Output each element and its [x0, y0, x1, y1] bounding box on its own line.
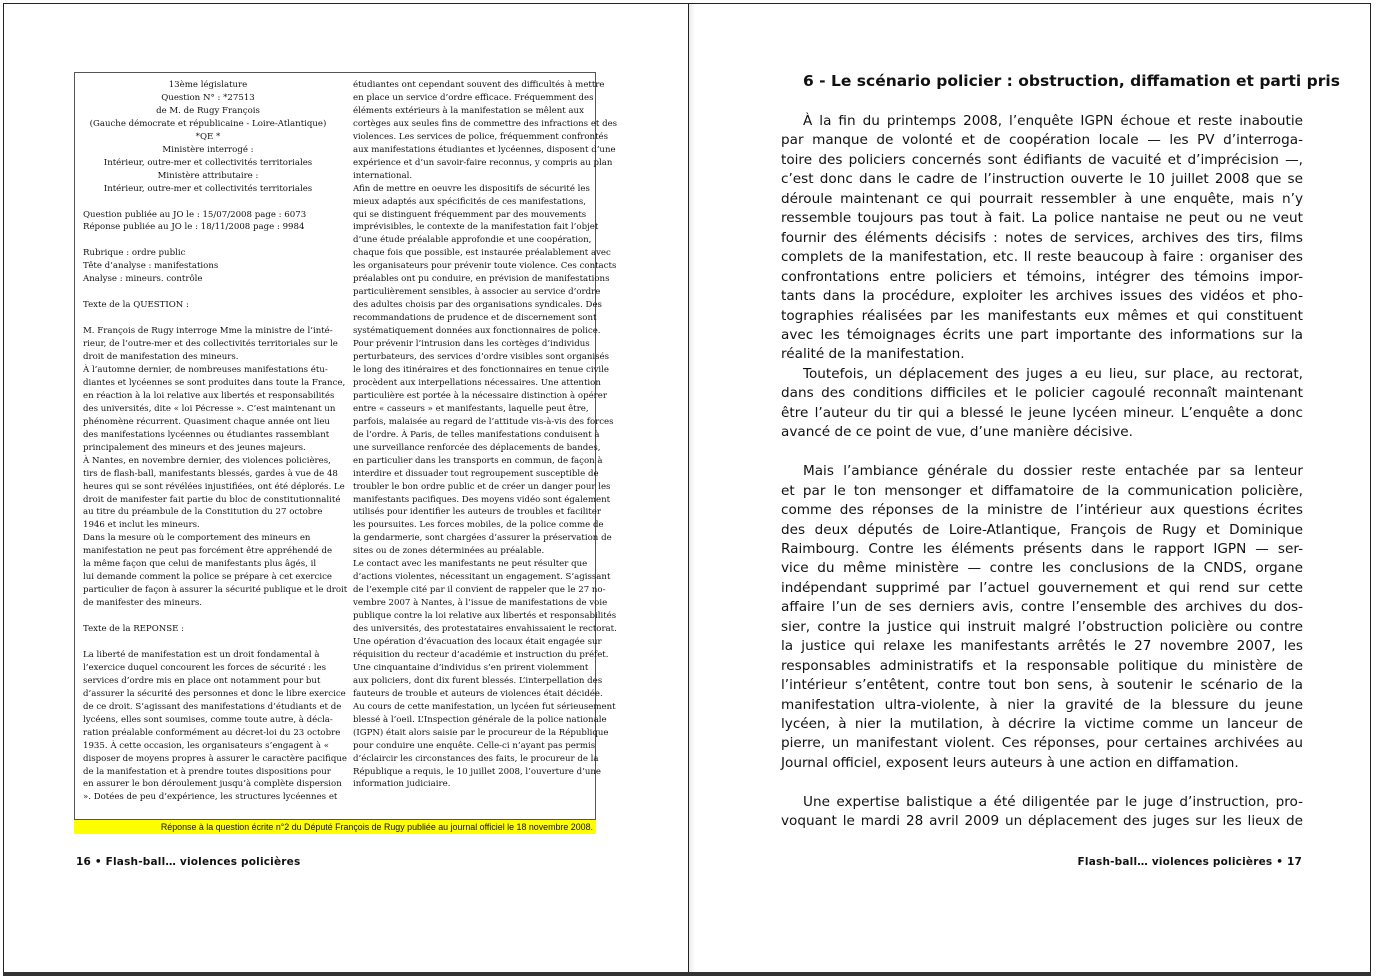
body-line: Raimbourg. Contre les éléments présents dans le rapport IGPN — ser-	[781, 540, 1303, 557]
body-paragraph	[781, 793, 1303, 832]
facsimile-line: fauteurs de trouble et auteurs de violences était décidée.	[353, 688, 603, 699]
body-paragraph	[781, 462, 1303, 773]
facsimile-line: lui demande comment la police se prépare à cet exercice	[83, 572, 332, 583]
facsimile-line: les organisateurs pour prévenir toute violence. Ces contacts	[353, 261, 617, 272]
facsimile-left-column	[83, 79, 348, 804]
facsimile-right-column	[353, 79, 618, 791]
facsimile-line: en réaction à la loi relative aux libertés et responsabilités	[83, 390, 335, 401]
facsimile-line: blessé à l’oeil. L’Inspection générale de la police nationale	[353, 714, 607, 725]
body-line: Toutefois, un déplacement des juges a eu lieu, sur place, au rectorat,	[803, 365, 1303, 382]
facsimile-line: la gendarmerie, sont chargées d’assurer la préservation de	[353, 533, 612, 544]
paragraph-gap	[781, 773, 1303, 792]
facsimile-line: une surveillance renforcée des déplacements de bandes,	[353, 442, 601, 453]
facsimile-line: M. François de Rugy interroge Mme la ministre de l’inté-	[83, 326, 333, 337]
facsimile-line: préalables ont pu conduire, en prévision de manifestations	[353, 274, 610, 285]
body-line: pierre, un manifestant violent. Ces réponses, pour certaines archivées au	[781, 735, 1303, 752]
facsimile-line: des universités, dite « loi Pécresse ». C’est maintenant un	[83, 403, 336, 414]
facsimile-line: lycéens, elles sont soumises, comme toute autre, à décla-	[83, 714, 333, 725]
body-line: et par le ton mensonger et diffamatoire de la communication policière,	[781, 482, 1303, 499]
facsimile-line: réquisition du recteur d’académie et instruction du préfet.	[353, 649, 609, 660]
body-line: responsables administratifs et la responsable politique du ministère de	[781, 657, 1303, 674]
facsimile-line: particulière est portée à la nécessaire distinction à opérer	[353, 390, 607, 401]
facsimile-line: heures qui se sont révélées injustifiées, ont été déplorés. Le	[83, 481, 345, 492]
body-line: manifestation ultra-violente, à nier la gravité de la blessure du jeune	[781, 696, 1303, 713]
facsimile-line: Pour prévenir l’intrusion dans les cortèges d’individus	[353, 339, 590, 350]
facsimile-line: Intérieur, outre-mer et collectivités territoriales	[103, 157, 313, 168]
body-line: tographies réalisées par les manifestants eux mêmes et qui constituent	[781, 307, 1303, 324]
facsimile-line: pour conduire une enquête. Celle-ci n’ayant pas permis	[353, 740, 596, 751]
facsimile-line: Tête d’analyse : manifestations	[83, 261, 219, 272]
body-line: sier, contre la justice qui instruit malgré l’obstruction policière ou contre	[781, 618, 1303, 635]
facsimile-line: imprévisibles, le contexte de la manifestation fait l’objet	[353, 222, 599, 233]
facsimile-line: Rubrique : ordre public	[83, 248, 186, 259]
facsimile-line: la même façon que celui de manifestants plus âgés, il	[83, 559, 317, 570]
facsimile-line: de ce droit. S’agissant des manifestations d’étudiants et de	[83, 701, 342, 712]
facsimile-line: Une cinquantaine d’individus s’en prirent violemment	[353, 662, 589, 673]
facsimile-line: parfois, malaisée au regard de l’attitude vis-à-vis des forces	[353, 416, 614, 427]
paragraph-gap	[781, 443, 1303, 462]
body-line: réalité de la manifestation.	[781, 346, 965, 363]
facsimile-line: Dans la mesure où le comportement des mineurs en	[83, 533, 311, 544]
facsimile-line: des manifestations lycéennes ou étudiantes rassemblant	[83, 429, 330, 440]
body-line: dans des conditions difficiles et le policier cagoulé reconnaît maintenant	[781, 385, 1303, 402]
body-line: vice du même ministère — contre les conclusions de la CNDS, organe	[781, 560, 1303, 577]
body-line: complets de la manifestation, etc. Il reste beaucoup à faire : organiser des	[781, 249, 1303, 266]
facsimile-line: particulièrement sensibles, à associer au service d’ordre	[353, 287, 601, 298]
facsimile-line: Une opération d’évacuation des locaux était engagée sur	[353, 636, 602, 647]
facsimile-line: au titre du préambule de la Constitution du 27 octobre	[83, 507, 323, 518]
facsimile-line: de la manifestation et à prendre toutes dispositions pour	[83, 766, 331, 777]
facsimile-line: principalement des mineurs et des jeunes majeurs.	[83, 442, 306, 453]
body-line: l’intérieur s’entêtent, contre tout bon sens, à soutenir le scénario de la	[781, 677, 1303, 694]
facsimile-line: les poursuites. Les forces mobiles, de la police comme de	[353, 520, 604, 531]
facsimile-line: aux policiers, dont dix furent blessés. L’interpellation des	[353, 675, 603, 686]
facsimile-line: phénomène récurrent. Quasiment chaque année ont lieu	[83, 416, 330, 427]
facsimile-line: La liberté de manifestation est un droit fondamental à	[83, 649, 320, 660]
body-line: À la fin du printemps 2008, l’enquête IGPN échoue et reste inaboutie	[803, 113, 1303, 129]
facsimile-line: *QE *	[195, 131, 221, 142]
facsimile-line: tirs de flash-ball, manifestants blessés, gardes à vue de 48	[83, 468, 338, 479]
body-line: fournir des éléments décisifs : notes de services, archives des tirs, films	[781, 229, 1303, 246]
facsimile-line: Question N° : *27513	[161, 92, 255, 103]
facsimile-line: République a requis, le 10 juillet 2008, l’ouverture d’une	[353, 766, 601, 777]
facsimile-line: ration préalable conformément au décret-loi du 23 octobre	[83, 727, 341, 738]
body-paragraph	[781, 112, 1303, 365]
facsimile-line: droit de manifester fait partie du bloc de constitutionnalité	[83, 494, 341, 505]
body-line: comme des réponses de la ministre de l’intérieur aux questions écrites	[781, 502, 1303, 519]
facsimile-line: éléments extérieurs à la manifestation se mêlent aux	[353, 105, 584, 116]
facsimile-line: des adultes choisis par des organisations syndicales. Des	[353, 300, 602, 311]
facsimile-line: (Gauche démocrate et républicaine - Loire-Atlantique)	[89, 118, 327, 129]
body-line: déroule maintenant ce qui pourrait ressembler à une enquête, mais n’y	[781, 190, 1303, 207]
facsimile-line: interdire et dissuader tout regroupement susceptible de	[353, 468, 599, 479]
page-bottom-edge	[3, 972, 1371, 976]
body-line: avancé de ce point de vue, d’une manière décisive.	[781, 424, 1133, 441]
facsimile-line: perturbateurs, des services d’ordre visibles sont organisés	[353, 352, 610, 363]
facsimile-line	[83, 610, 333, 623]
gutter-shadow	[689, 3, 695, 973]
body-line: la justice qui relaxe les manifestants arrêtés le 27 novembre 2007, les	[781, 638, 1303, 655]
body-line: des deux députés de Loire-Atlantique, François de Rugy et Dominique	[781, 521, 1303, 538]
facsimile-line: d’éclaircir les circonstances des faits, le procureur de la	[353, 753, 599, 764]
facsimile-line: droit de manifestation des mineurs.	[83, 352, 239, 363]
facsimile-line: en assurer le bon déroulement jusqu’à complète dispersion	[83, 779, 342, 790]
facsimile-line: chaque fois que possible, est instaurée préalablement avec	[353, 248, 611, 259]
facsimile-line: d’une étude préalable approfondie et une coopération,	[353, 235, 592, 246]
facsimile-line: de M. de Rugy François	[156, 105, 260, 116]
facsimile-line: d’actions violentes, nécessitant un engagement. S’agissant	[353, 572, 611, 583]
body-line: avec les témoignages écrits une part importante des informations sur la	[781, 326, 1303, 343]
chapter-title: 6 - Le scénario policier : obstruction, diffamation et parti pris	[803, 72, 1340, 90]
facsimile-line: Intérieur, outre-mer et collectivités territoriales	[103, 183, 313, 194]
facsimile-line: publique contre la loi relative aux libertés et responsabilités	[353, 611, 617, 622]
body-line: ressemble toujours pas tout à fait. La police nantaise ne peut ou ne veut	[781, 210, 1303, 227]
facsimile-line: Afin de mettre en oeuvre les dispositifs de sécurité les	[353, 183, 590, 194]
body-line: par manque de volonté et de coopération locale — les PV d’interroga-	[781, 132, 1303, 149]
facsimile-line: sites ou de zones déterminées au préalable.	[353, 546, 545, 557]
facsimile-line: rieur, de l’outre-mer et des collectivités territoriales sur le	[83, 339, 338, 350]
facsimile-line: international.	[353, 170, 413, 181]
facsimile-line: information judiciaire.	[353, 779, 451, 790]
body-line: confrontations entre policiers et témoins, intégrer des témoins impor-	[781, 268, 1303, 285]
facsimile-line: 1935. À cette occasion, les organisateurs s’engagent à «	[83, 740, 329, 751]
facsimile-line: disposer de moyens propres à assurer le caractère pacifique	[83, 753, 347, 764]
facsimile-line: Texte de la QUESTION :	[83, 300, 189, 311]
body-line: voquant le mardi 28 avril 2009 un déplacement des juges sur les lieux de	[781, 813, 1303, 830]
facsimile-line: violences. Les services de police, fréquemment confrontés	[353, 131, 609, 142]
facsimile-line: cortèges aux seules fins de commettre des infractions et des	[353, 118, 618, 129]
facsimile-line: de l’ordre. À Paris, de telles manifestations conduisent à	[353, 429, 600, 440]
body-line: toire des policiers concernés sont édifiants de vacuité et d’imprécision —,	[781, 151, 1303, 168]
facsimile-line: ». Dotées de peu d’expérience, les structures lycéennes et	[83, 792, 338, 803]
facsimile-line: vembre 2007 à Nantes, à l’issue de manifestations de voie	[353, 598, 608, 609]
facsimile-line: étudiantes ont cependant souvent des difficultés à mettre	[353, 80, 605, 90]
facsimile-line: diantes et lycéennes se sont produites dans toute la France,	[83, 377, 346, 388]
body-line: affaire l’un de ses derniers avis, contre l’ensemble des archives du dos-	[781, 599, 1303, 616]
facsimile-line: À l’automne dernier, de nombreuses manifestations étu-	[83, 364, 328, 375]
facsimile-line: de l’exemple cité par il convient de rappeler que le 27 no-	[353, 585, 606, 596]
facsimile-line: des universités, des protestataires envahissaient le rectorat.	[353, 624, 617, 635]
body-line: c’est donc dans le cadre de l’instruction ouverte le 10 juillet 2008 que se	[781, 171, 1303, 188]
body-line: Une expertise balistique a été diligentée par le juge d’instruction, pro-	[803, 793, 1303, 810]
facsimile-line: recommandations de prudence et de discernement sont	[353, 313, 597, 324]
facsimile-caption: Réponse à la question écrite n°2 du Député François de Rugy publiée au journal officiel le 18 novembre 2008.	[74, 820, 596, 834]
facsimile-line: (IGPN) était alors saisie par le procureur de la République	[353, 727, 609, 738]
facsimile-line: de manifester des mineurs.	[83, 598, 202, 609]
facsimile-line: l’exercice duquel concourent les forces de sécurité : les	[83, 662, 327, 673]
facsimile-line: utilisés pour identifier les auteurs de troubles et faciliter	[353, 507, 601, 518]
facsimile-line: manifestants pacifiques. Des moyens vidéo sont également	[353, 494, 611, 505]
facsimile-line: entre « casseurs » et manifestants, laquelle peut être,	[353, 403, 589, 414]
facsimile-line: Texte de la REPONSE :	[83, 624, 185, 635]
folio-left: 16 • Flash-ball… violences policières	[76, 856, 301, 868]
facsimile-line: Le contact avec les manifestants ne peut résulter que	[353, 559, 588, 570]
body-line: indépendant supprimé par l’actuel gouvernement et qui rend sur cette	[781, 579, 1303, 596]
body-line: Mais l’ambiance générale du dossier reste entachée par sa lenteur	[803, 463, 1303, 480]
facsimile-line: particulier de façon à assurer la sécurité publique et le droit	[83, 585, 348, 596]
facsimile-line: 13ème législature	[168, 80, 248, 90]
facsimile-line	[83, 286, 333, 299]
facsimile-line: Analyse : mineurs. contrôle	[83, 274, 203, 285]
facsimile-line	[83, 636, 333, 649]
facsimile-line: manifestation ne peut pas forcément être appréhendé de	[83, 546, 333, 557]
facsimile-line: 1946 et inclut les mineurs.	[83, 520, 200, 531]
facsimile-line: d’assurer la sécurité des personnes et donc le libre exercice	[83, 688, 346, 699]
body-line: lycéen, à nier la mutilation, à décrire la victime comme un lanceur de	[781, 716, 1303, 733]
facsimile-line: en place un service d’ordre efficace. Fréquemment des	[353, 92, 594, 103]
facsimile-line: Au cours de cette manifestation, un lycéen fut sérieusement	[353, 701, 616, 712]
facsimile-line: Question publiée au JO le : 15/07/2008 page : 6073	[83, 209, 307, 220]
facsimile-line: services d’ordre mis en place ont notamment pour but	[83, 675, 321, 686]
chapter-body	[781, 112, 1303, 832]
facsimile-line: systématiquement données aux fonctionnaires de police.	[353, 326, 601, 337]
body-paragraph	[781, 365, 1303, 443]
body-line: Journal officiel, exposent leurs auteurs à une action en diffamation.	[781, 754, 1239, 771]
facsimile-line: Ministère interrogé :	[162, 144, 254, 155]
facsimile-line: aux manifestations étudiantes et lycéennes, disposent d’une	[353, 144, 616, 155]
facsimile-line	[83, 312, 333, 325]
body-line: tants dans la procédure, exploiter les archives issues des vidéos et pho-	[781, 288, 1303, 305]
facsimile-line	[83, 234, 333, 247]
facsimile-line: qui se distinguent fréquemment par des mouvements	[353, 209, 587, 220]
facsimile-line: mieux adaptés aux spécificités de ces manifestations,	[353, 196, 587, 207]
folio-right: Flash-ball… violences policières • 17	[1077, 856, 1302, 868]
facsimile-line: procèdent aux interpellations nécessaires. Une attention	[353, 377, 601, 388]
journal-officiel-facsimile	[74, 72, 618, 820]
facsimile-line: Ministère attributaire :	[157, 170, 259, 181]
facsimile-line: le long des itinéraires et des fonctionnaires en tenue civile	[353, 364, 610, 375]
facsimile-line: À Nantes, en novembre dernier, des violences policières,	[83, 455, 331, 466]
facsimile-line	[83, 196, 333, 209]
facsimile-line: expérience et d’un savoir-faire reconnus, y compris au plan	[353, 157, 613, 168]
facsimile-line: troubler le bon ordre public et de créer un danger pour les	[353, 481, 611, 492]
body-line: être l’auteur du tir qui a blessé le jeune lycéen mineur. L’enquête a donc	[781, 404, 1303, 421]
facsimile-line: Réponse publiée au JO le : 18/11/2008 page : 9984	[83, 222, 305, 233]
facsimile-line: en particulier dans les transports en commun, de façon à	[353, 455, 603, 466]
